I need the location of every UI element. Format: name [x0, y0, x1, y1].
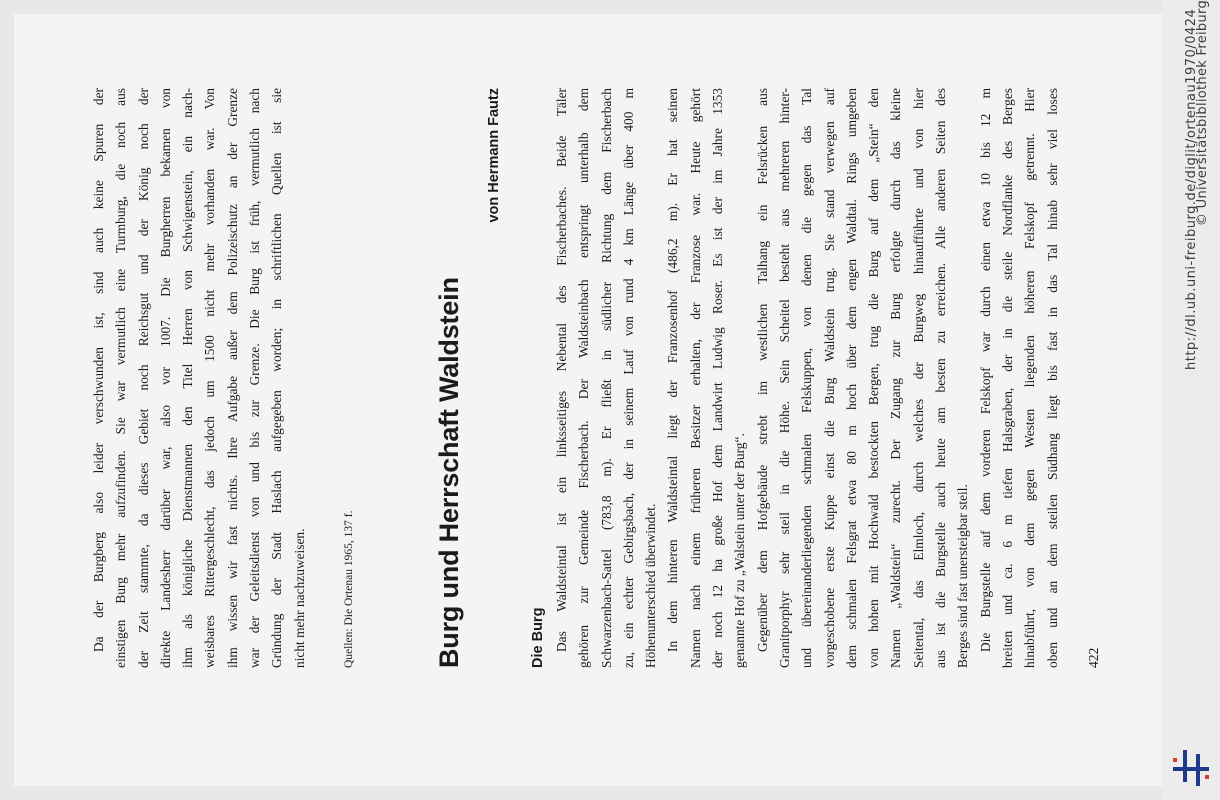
text-line: zu, ein echter Gebirgsbach, der in seinem Lauf von rund 4 km Länge über 400 m [620, 88, 636, 668]
text-line: von hohen mit Hochwald bestockten Bergen, trug die Burg auf dem „Stein“ den [866, 88, 882, 668]
text-line: ihm als königliche Dienstmannen den Titel Herren von Schwigenstein, ein nach- [180, 88, 196, 668]
text-line: Gegenüber dem Hofgebäude strebt im westlichen Talhang ein Felsrücken aus [754, 88, 770, 652]
text-line: oben und an dem steilen Südhang liegt bis fast in das Tal hinab sehr viel loses [1044, 88, 1060, 668]
text-line: Da der Burgberg also leider verschwunden ist, sind auch keine Spuren der [91, 88, 106, 652]
text-line: gehören zur Gemeinde Fischerbach. Der Waldsteinbach entspringt unterhalb dem [576, 88, 592, 668]
text-line: vorgeschobene erste Kuppe einst die Burg Waldstein trug. Sie stand verwegen auf [821, 88, 837, 668]
document-url-link[interactable]: http://dl.ub.uni-freiburg.de/diglit/ortenau1970/0424 [1183, 8, 1199, 370]
text-line: einstigen Burg mehr aufzufinden. Sie war vermutlich eine Turmburg, die noch aus [113, 88, 129, 668]
text-line: breiten und ca. 6 m tiefen Halsgraben, der in die steile Nordflanke des Berges [999, 88, 1015, 668]
text-line: dem schmalen Felsgrat etwa 80 m hoch über dem engen Waldtal. Rings umgeben [843, 88, 859, 668]
text-line: Gründung der Stadt Haslach aufgegeben worden; in schriftlichen Quellen ist sie [269, 88, 285, 668]
library-sidebar [1162, 0, 1220, 800]
text-line: der Zeit stammte, da dieses Gebiet noch Reichsgut und der König noch der [135, 88, 151, 668]
text-line: hinabführt, von dem gegen Westen liegenden höheren Felskopf getrennt. Hier [1022, 88, 1038, 668]
text-line: Namen nach einem früheren Besitzer erhalten, der Franzose war. Heute gehört [687, 88, 703, 668]
text-line: genannte Hof zu „Walstein unter der Burg“. [732, 433, 748, 668]
text-line: der noch 12 ha große Hof dem Landwirt Ludwig Roser. Es ist der im Jahre 1353 [710, 88, 726, 668]
text-line: Das Waldsteintal ist ein linksseitiges Nebental des Fischerbaches. Beide Täler [553, 88, 569, 652]
text-line: weisbares Rittergeschlecht, das jedoch um 1500 nicht mehr vorhanden war. Von [202, 88, 218, 668]
text-line: ihm wissen wir fast nichts. Ihre Aufgabe außer dem Polizeischutz an der Grenze [224, 88, 240, 668]
ub-freiburg-logo-icon [1170, 750, 1212, 790]
text-line: nicht mehr nachzuweisen. [291, 528, 307, 668]
text-line: Höhenunterschied überwindet. [643, 503, 659, 668]
text-line: Schwarzenbach-Sattel (783,8 m). Er fließt in südlicher Richtung dem Fischerbach [598, 88, 614, 668]
document-page [14, 14, 1162, 786]
text-line: aus ist die Burgstelle auch heute am besten zu erreichen. Alle anderen Seiten des [933, 88, 949, 668]
text-line: Granitporphyr sehr steil in die Höhe. Sein Scheitel besteht aus mehreren hinter- [776, 88, 792, 668]
text-line: Berges sind fast unersteigbar steil. [955, 484, 971, 668]
rotated-page-content [14, 14, 1162, 786]
text-line: In dem hinteren Waldsteintal liegt der Franzosenhof (486,2 m). Er hat seinen [665, 88, 681, 652]
copyright-notice: © Universitätsbibliothek Freiburg [1195, 0, 1210, 227]
article-title: Burg und Herrschaft Waldstein [433, 277, 464, 668]
text-line: Namen „Waldstein“ zurecht. Der Zugang zur Burg erfolgte durch das kleine [888, 88, 904, 668]
section-heading: Die Burg [529, 607, 546, 668]
article-author: von Hermann Fautz [485, 88, 502, 223]
text-line: Die Burgstelle auf dem vorderen Felskopf war durch einen etwa 10 bis 12 m [977, 88, 993, 652]
source-note: Quellen: Die Ortenau 1965, 137 f. [342, 510, 355, 668]
text-line: und übereinanderliegenden schmalen Felskuppen, von denen die gegen das Tal [799, 88, 815, 668]
previous-article-text [88, 88, 311, 668]
text-line: Seitental, das Elmloch, durch welches der Burgweg hinaufführte und von hier [910, 88, 926, 668]
text-line: war der Geleitsdienst von und bis zur Grenze. Die Burg ist früh, vermutlich nach [247, 88, 263, 668]
article-body [551, 88, 1064, 668]
text-line: direkte Landesherr darüber war, also vor 1007. Die Burgherren bekamen von [157, 88, 173, 668]
page-number: 422 [1085, 647, 1101, 668]
